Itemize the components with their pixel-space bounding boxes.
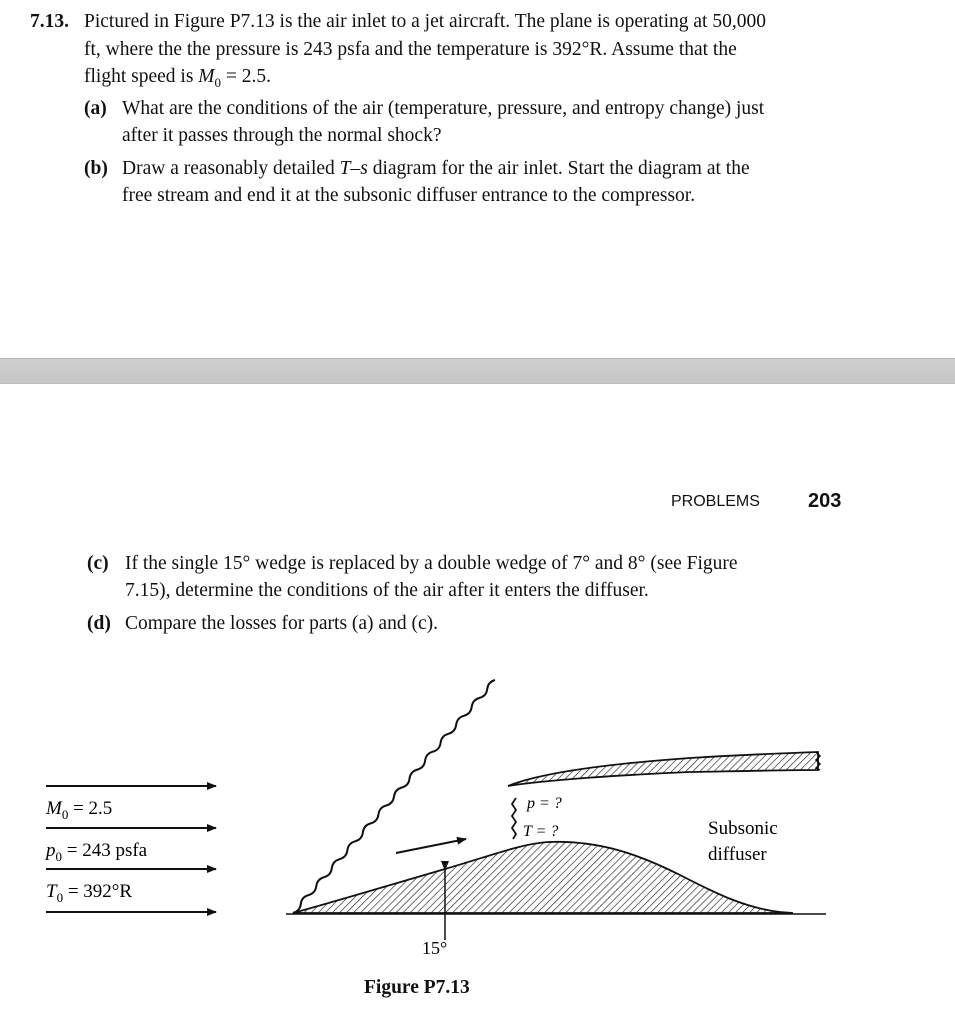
part-b-suffix: diagram for the air inlet. Start the diagram at the [367, 158, 750, 179]
part-d-label: (d) [87, 613, 111, 634]
flow-direction-arrow [396, 839, 466, 853]
mach-symbol: M [198, 66, 215, 87]
part-b-line-2: free stream and end it at the subsonic diffuser entrance to the compressor. [122, 185, 696, 206]
freestream-temperature: $T_0 = 392^\circ R$ [46, 881, 133, 905]
page-number: 203 [808, 490, 842, 512]
part-a-line-2: after it passes through the normal shock? [122, 125, 442, 146]
part-c-line-1: If the single 15° wedge is replaced by a double wedge of 7° and 8° (see Figure [125, 553, 738, 574]
part-a-label: (a) [84, 98, 107, 119]
part-b-label: (b) [84, 158, 108, 179]
ts-t: T [339, 158, 351, 179]
problem-line-2: ft, where the the pressure is 243 psfa and the temperature is 392°R. Assume that the [84, 39, 737, 60]
normal-shock [512, 798, 516, 839]
diffuser-label-1: Subsonic [708, 818, 778, 839]
ts-s: s [360, 158, 368, 179]
problem-number: 7.13. [30, 11, 69, 32]
part-b-prefix: Draw a reasonably detailed [122, 158, 340, 179]
flight-speed-value: = 2.5. [221, 66, 272, 87]
figure-caption: Figure P7.13 [364, 977, 470, 998]
problem-line-1: Pictured in Figure P7.13 is the air inlet to a jet aircraft. The plane is operating at 50,000 [84, 11, 766, 32]
part-a-line-1: What are the conditions of the air (temperature, pressure, and entropy change) just [122, 98, 765, 119]
part-c-line-2: 7.15), determine the conditions of the air after it enters the diffuser. [125, 580, 649, 601]
diffuser-label-2: diffuser [708, 844, 767, 865]
unknown-pressure-label: p = ? [527, 795, 562, 812]
freestream-mach: $M_0 = 2.5$ [46, 798, 113, 822]
freestream-pressure: $p_0 = 243$ psfa [46, 840, 148, 864]
flight-speed-text: flight speed is [84, 66, 194, 87]
unknown-temperature-label: T = ? [523, 823, 559, 840]
part-c-label: (c) [87, 553, 109, 574]
part-d-line-1: Compare the losses for parts (a) and (c). [125, 613, 438, 634]
cowl-lip [508, 752, 818, 786]
ts-dash: – [350, 158, 361, 179]
running-header-section: PROBLEMS [671, 493, 760, 510]
wedge-angle-label: 15° [422, 938, 448, 958]
mach-subscript: 0 [214, 74, 222, 90]
